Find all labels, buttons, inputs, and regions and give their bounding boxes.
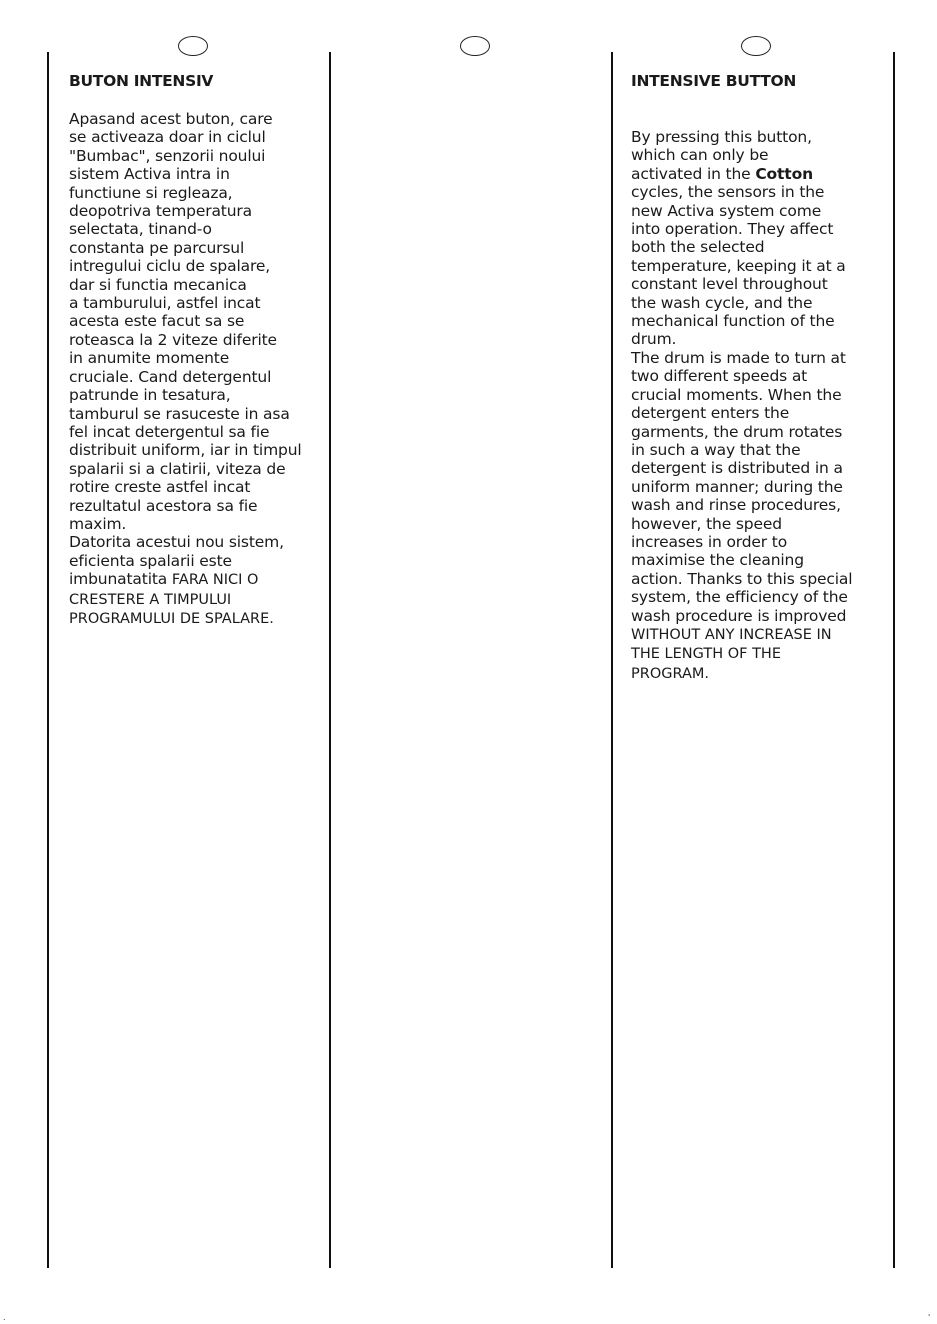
right-column-heading: INTENSIVE BUTTON [631,72,797,90]
footer-mark-left: . [3,1313,6,1322]
left-column [69,71,327,628]
left-column-rule [47,52,49,1268]
left-column-paragraph-2 [69,533,327,628]
right-column-paragraph-1 [631,128,889,349]
far-right-column-rule [893,52,895,1268]
language-marker-circle-right [741,36,771,56]
left-column-heading: BUTON INTENSIV [69,72,214,90]
footer-mark-right: ' [928,1313,931,1322]
right-column-paragraph-1-text-continued: cycles, the sensors in the new Activa system come into operation. They affect both the selected temperature, keeping it at a constant level throughout the wash cycle, and the mechanical function of the drum. [631,183,846,349]
right-column [631,71,889,683]
right-column-cotton-bold: Cotton [755,164,813,183]
language-marker-circle-middle [460,36,490,56]
left-column-paragraph-2-caps: FARA NICI O CRESTERE A TIMPULUI PROGRAMULUI DE SPALARE. [69,572,274,627]
right-column-rule [611,52,613,1268]
right-column-paragraph-2 [631,349,889,683]
right-column-paragraph-2-caps: WITHOUT ANY INCREASE IN THE LENGTH OF THE PROGRAM. [631,626,832,682]
right-column-paragraph-1-text: By pressing this button, which can only be activated in the [631,128,812,183]
left-column-paragraph-1: Apasand acest buton, care se activeaza doar in ciclul "Bumbac", senzorii noului sistem Activa intra in functiune si regleaza, deopotriva temperatura selectata, tinand-o constanta pe parcursul intregului ciclu de spalare, dar si functia mecanica a tamburului, astfel incat acesta este facut sa se roteasca la 2 viteze diferite in anumite momente cruciale. Cand detergentul patrunde in tesatura, tamburul se rasuceste in asa fel incat detergentul sa fie distribuit uniform, iar in timpul spalarii si a clatirii, viteza de rotire creste astfel incat rezultatul acestora sa fie maxim. [69,110,302,533]
left-column-paragraph-2-text: Datorita acestui nou sistem, eficienta spalarii este imbunatatita [69,533,284,589]
middle-column-rule [329,52,331,1268]
right-column-paragraph-2-text: The drum is made to turn at two different speeds at crucial moments. When the detergent enters the garments, the drum rotates in such a way that the detergent is distributed in a uniform manner; during the wash and rinse procedures, however, the speed increases in order to maximise the cleaning action. Thanks to this special system, the efficiency of the wash procedure is improved [631,348,853,625]
language-marker-circle-left [178,36,208,56]
